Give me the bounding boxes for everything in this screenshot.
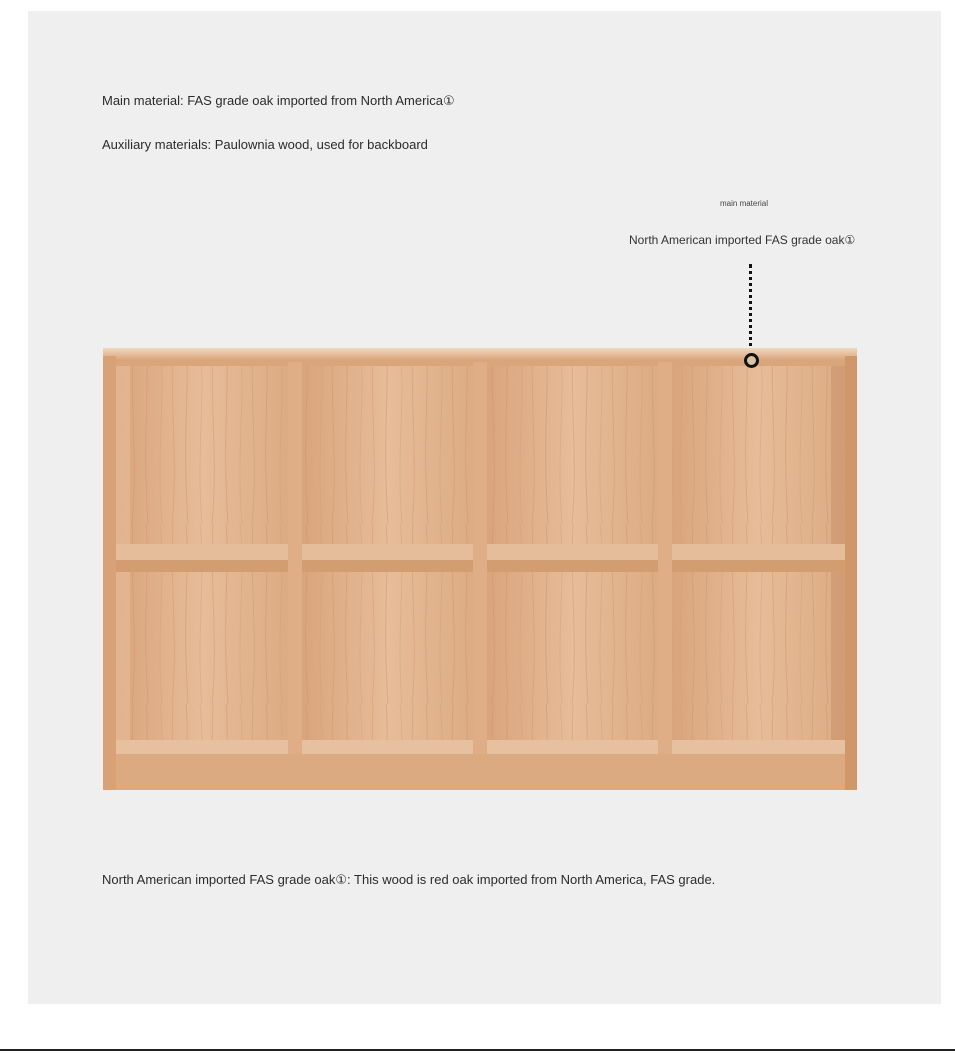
- callout-caption: main material: [720, 199, 769, 208]
- bookshelf-image: [100, 344, 860, 794]
- divider: [288, 362, 302, 754]
- callout-label: North American imported FAS grade oak①: [629, 233, 856, 247]
- bottom-divider: [0, 1049, 955, 1051]
- left-side-panel: [103, 356, 116, 790]
- main-material-text: Main material: FAS grade oak imported from North America①: [102, 93, 455, 108]
- callout-leader-line: [749, 264, 752, 354]
- footnote-text: North American imported FAS grade oak①: This wood is red oak imported from North America, FAS grade.: [102, 872, 716, 887]
- callout-marker-icon: [744, 353, 759, 368]
- right-side-panel: [845, 356, 857, 790]
- plinth: [103, 754, 857, 790]
- divider: [658, 362, 672, 754]
- auxiliary-material-text: Auxiliary materials: Paulownia wood, used for backboard: [102, 137, 428, 152]
- divider: [473, 362, 487, 754]
